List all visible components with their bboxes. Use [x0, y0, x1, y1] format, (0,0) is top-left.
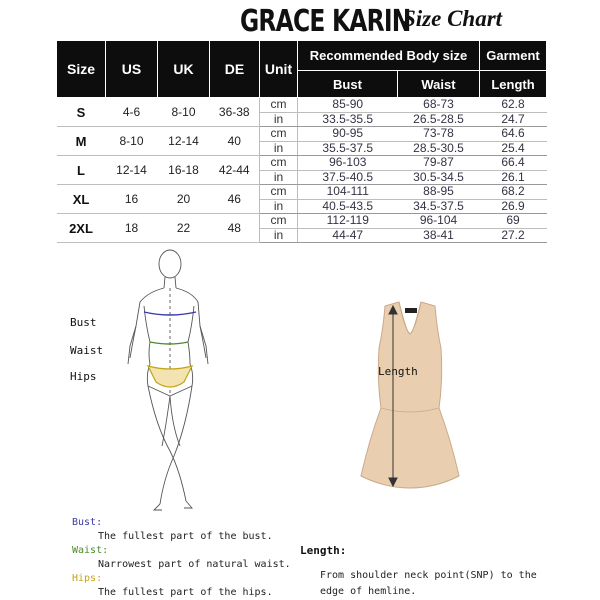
bust-cell: 44-47 [298, 228, 398, 243]
uk-cell: 16-18 [158, 156, 210, 185]
brand-logo: GRACE KARIN [240, 4, 411, 39]
waist-cell: 79-87 [398, 156, 480, 171]
hips-note-text: The fullest part of the hips. [98, 587, 273, 598]
waist-label: Waist [70, 344, 104, 357]
length-note-text: From shoulder neck point(SNP) to the edge of hemline. [320, 570, 537, 597]
waist-cell: 73-78 [398, 127, 480, 142]
us-cell: 12-14 [106, 156, 158, 185]
unit-cell: cm [260, 127, 298, 142]
waist-cell: 38-41 [398, 228, 480, 243]
size-cell: S [57, 98, 106, 127]
hips-label: Hips [70, 370, 97, 383]
bust-cell: 35.5-37.5 [298, 141, 398, 156]
table-row [57, 214, 547, 229]
brand-tag-icon [405, 308, 417, 313]
unit-cell: in [260, 141, 298, 156]
table-row [57, 185, 547, 200]
header-size: Size [57, 41, 106, 98]
bust-note-heading: Bust: [72, 517, 103, 528]
waist-cell: 34.5-37.5 [398, 199, 480, 214]
de-cell: 36-38 [210, 98, 260, 127]
waist-cell: 30.5-34.5 [398, 170, 480, 185]
length-cell: 24.7 [480, 112, 547, 127]
size-table [56, 40, 547, 243]
de-cell: 48 [210, 214, 260, 243]
bust-cell: 104-111 [298, 185, 398, 200]
garment-illustration [355, 290, 465, 490]
de-cell: 42-44 [210, 156, 260, 185]
unit-cell: in [260, 228, 298, 243]
header-waist: Waist [398, 71, 480, 98]
waist-cell: 28.5-30.5 [398, 141, 480, 156]
measurement-notes [72, 516, 291, 600]
hips-line [148, 366, 192, 387]
us-cell: 18 [106, 214, 158, 243]
size-cell: M [57, 127, 106, 156]
table-row [57, 156, 547, 171]
bust-cell: 33.5-35.5 [298, 112, 398, 127]
length-cell: 66.4 [480, 156, 547, 171]
bust-cell: 40.5-43.5 [298, 199, 398, 214]
bust-note-text: The fullest part of the bust. [98, 531, 273, 542]
waist-cell: 68-73 [398, 98, 480, 113]
length-cell: 69 [480, 214, 547, 229]
uk-cell: 12-14 [158, 127, 210, 156]
waist-cell: 88-95 [398, 185, 480, 200]
header-us: US [106, 41, 158, 98]
de-cell: 40 [210, 127, 260, 156]
size-cell: L [57, 156, 106, 185]
header-body-size: Recommended Body size [298, 41, 480, 71]
size-cell: 2XL [57, 214, 106, 243]
header-garment: Garment [480, 41, 547, 71]
de-cell: 46 [210, 185, 260, 214]
length-label: Length [378, 365, 418, 378]
uk-cell: 20 [158, 185, 210, 214]
header-length: Length [480, 71, 547, 98]
unit-cell: in [260, 112, 298, 127]
bust-cell: 96-103 [298, 156, 398, 171]
header-uk: UK [158, 41, 210, 98]
unit-cell: cm [260, 156, 298, 171]
body-figure-illustration [100, 246, 230, 516]
hips-note-heading: Hips: [72, 573, 103, 584]
waist-cell: 26.5-28.5 [398, 112, 480, 127]
bust-cell: 90-95 [298, 127, 398, 142]
us-cell: 4-6 [106, 98, 158, 127]
unit-cell: in [260, 199, 298, 214]
length-cell: 27.2 [480, 228, 547, 243]
us-cell: 8-10 [106, 127, 158, 156]
length-cell: 68.2 [480, 185, 547, 200]
bust-cell: 37.5-40.5 [298, 170, 398, 185]
header-unit: Unit [260, 41, 298, 98]
uk-cell: 8-10 [158, 98, 210, 127]
waist-note-heading: Waist: [72, 545, 109, 556]
bust-cell: 85-90 [298, 98, 398, 113]
table-row [57, 127, 547, 142]
header-de: DE [210, 41, 260, 98]
length-cell: 26.1 [480, 170, 547, 185]
uk-cell: 22 [158, 214, 210, 243]
header-bust: Bust [298, 71, 398, 98]
us-cell: 16 [106, 185, 158, 214]
chart-title: Size Chart [403, 6, 503, 31]
table-row [57, 98, 547, 113]
length-cell: 64.6 [480, 127, 547, 142]
bust-cell: 112-119 [298, 214, 398, 229]
unit-cell: cm [260, 214, 298, 229]
length-cell: 26.9 [480, 199, 547, 214]
bust-label: Bust [70, 316, 97, 329]
size-cell: XL [57, 185, 106, 214]
unit-cell: cm [260, 98, 298, 113]
length-cell: 62.8 [480, 98, 547, 113]
waist-cell: 96-104 [398, 214, 480, 229]
waist-note-text: Narrowest part of natural waist. [98, 559, 291, 570]
waist-line [150, 342, 188, 344]
unit-cell: cm [260, 185, 298, 200]
length-note-heading: Length: [300, 544, 347, 557]
unit-cell: in [260, 170, 298, 185]
length-cell: 25.4 [480, 141, 547, 156]
